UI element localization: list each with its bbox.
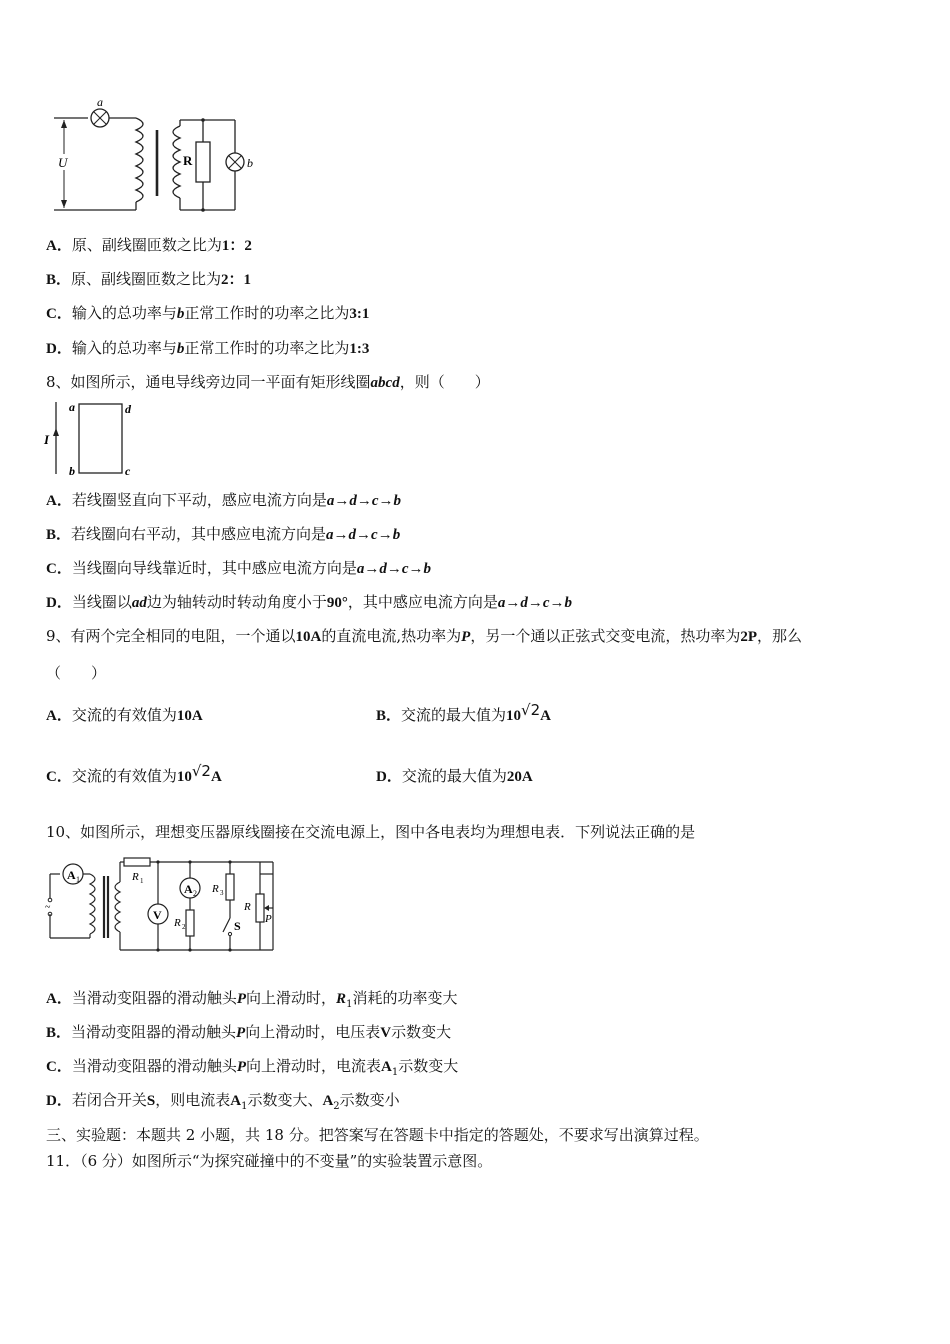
q7-option-d: D．输入的总功率与b正常工作时的功率之比为1:3 (46, 339, 370, 357)
q9-option-c: C．交流的有效值为10√2A (46, 762, 222, 785)
corner-a-label: a (69, 400, 75, 414)
rectangular-coil (79, 404, 122, 473)
resistor-r (196, 142, 210, 182)
q8-option-c: C．当线圈向导线靠近时，其中感应电流方向是a→d→c→b (46, 559, 432, 577)
transformer-circuit-figure (40, 90, 270, 220)
q11-stem: 11．（6 分）如图所示“为探究碰撞中的不变量”的实验装置示意图。 (46, 1152, 493, 1170)
q9-option-d: D．交流的最大值为20A (376, 767, 533, 785)
q9-stem: 9、有两个完全相同的电阻，一个通以10A的直流电流,热功率为P，另一个通以正弦式交变电流，热功率为2P，那么 (46, 627, 803, 645)
q7-option-b: B．原、副线圈匝数之比为2：1 (46, 270, 252, 288)
svg-text:1: 1 (76, 875, 80, 884)
q8-option-d: D．当线圈以ad边为轴转动时转动角度小于90°，其中感应电流方向是a→d→c→b (46, 593, 573, 611)
svg-text:V: V (153, 908, 162, 922)
svg-text:2: 2 (182, 923, 186, 931)
svg-text:R: R (244, 901, 251, 913)
resistor-r1 (124, 858, 150, 866)
svg-text:A: A (67, 868, 76, 882)
q8-stem: 8、如图所示，通电导线旁边同一平面有矩形线圈abcd，则（ ） (46, 373, 490, 391)
q10-option-b: B．当滑动变阻器的滑动触头P向上滑动时，电压表V示数变大 (46, 1023, 452, 1041)
q10-option-c: C．当滑动变阻器的滑动触头P向上滑动时，电流表$A_1$示数变大 (46, 1057, 459, 1078)
corner-d-label: d (125, 402, 131, 416)
resistor-r-label: R (183, 153, 193, 168)
q10-stem: 10、如图所示，理想变压器原线圈接在交流电源上，图中各电表均为理想电表．下列说法正确的是 (46, 823, 696, 841)
svg-text:R: R (174, 917, 181, 929)
q10-option-a: A．当滑动变阻器的滑动触头P向上滑动时，$R_1$消耗的功率变大 (46, 989, 458, 1010)
q7-option-a: A．原、副线圈匝数之比为1：2 (46, 236, 252, 254)
rheostat-r (256, 894, 264, 922)
sqrt-icon: √2 (521, 701, 541, 719)
q8-option-b: B．若线圈向右平动，其中感应电流方向是a→d→c→b (46, 525, 401, 543)
svg-text:R: R (212, 883, 219, 895)
svg-text:S: S (234, 919, 241, 933)
current-label-i: I (44, 432, 50, 447)
lamp-a-label: a (97, 95, 103, 109)
corner-b-label: b (69, 464, 75, 478)
lamp-b-label: b (247, 156, 253, 170)
section-3-heading: 三、实验题：本题共 2 小题，共 18 分。把答案写在答题卡中指定的答题处，不要求写出演算过程。 (46, 1126, 709, 1144)
transformer-meter-circuit-figure (40, 852, 290, 956)
coil-wire-figure (40, 398, 150, 480)
svg-text:2: 2 (193, 889, 197, 898)
q9-option-a: A．交流的有效值为10A (46, 706, 203, 724)
q7-option-c: C．输入的总功率与b正常工作时的功率之比为3:1 (46, 304, 370, 322)
sqrt-icon: √2 (191, 762, 211, 780)
resistor-r3 (226, 874, 234, 900)
q10-option-d: D．若闭合开关S，则电流表$A_1$示数变大、$A_2$示数变小 (46, 1091, 400, 1112)
svg-text:1: 1 (140, 877, 144, 885)
resistor-r2 (186, 910, 194, 936)
svg-text:P: P (265, 913, 272, 925)
corner-c-label: c (125, 464, 131, 478)
voltage-label-u: U (58, 155, 68, 170)
q9-option-b: B．交流的最大值为10√2A (376, 701, 551, 724)
q9-answer-paren: （ ） (46, 664, 107, 682)
q8-option-a: A．若线圈竖直向下平动，感应电流方向是a→d→c→b (46, 491, 402, 509)
svg-text:3: 3 (220, 889, 224, 897)
switch-s-icon (223, 918, 230, 932)
svg-text:R: R (132, 871, 139, 883)
slider-p-arrow-icon (264, 905, 269, 911)
svg-text:A: A (184, 882, 193, 896)
ac-source-icon: ~ (45, 902, 51, 913)
